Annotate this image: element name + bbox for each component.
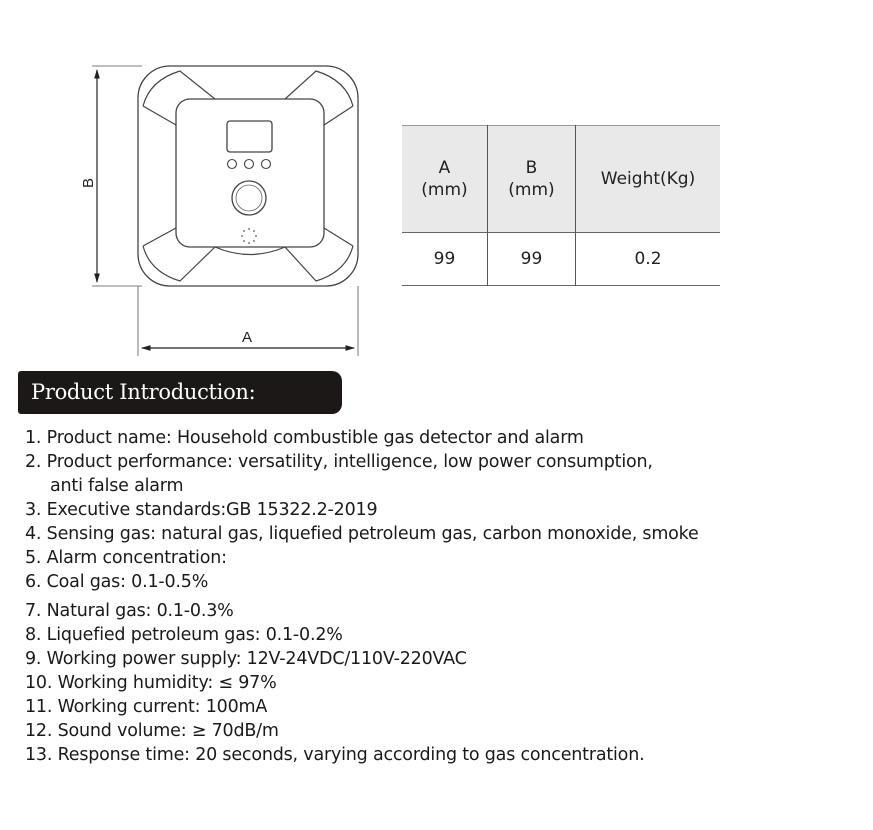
spec-value-b: 99: [488, 233, 576, 286]
spec-header-a-label: A: [438, 158, 451, 178]
spec-header-b-label: B: [525, 158, 538, 178]
section-title-banner: Product Introduction:: [18, 371, 342, 414]
product-intro-list: [25, 426, 855, 767]
dim-a-label: A: [241, 329, 253, 346]
dim-b-label: B: [80, 177, 97, 189]
spec-table: [402, 125, 720, 286]
spec-header-weight-label: Weight(Kg): [600, 169, 696, 189]
spec-header-a-unit: (mm): [421, 180, 468, 200]
list-item: 7. Natural gas: 0.1-0.3%: [25, 601, 234, 621]
list-item: 12. Sound volume: ≥ 70dB/m: [25, 721, 279, 741]
list-item: 8. Liquefied petroleum gas: 0.1-0.2%: [25, 625, 343, 645]
list-item-continuation: anti false alarm: [50, 476, 184, 496]
list-item: 10. Working humidity: ≤ 97%: [25, 673, 277, 693]
list-item: 11. Working current: 100mA: [25, 697, 268, 717]
spec-table-header-row: [402, 126, 720, 233]
spec-header-b: [488, 126, 576, 233]
list-item: 2. Product performance: versatility, intelligence, low power consumption,: [25, 452, 653, 472]
list-item: 4. Sensing gas: natural gas, liquefied petroleum gas, carbon monoxide, smoke: [25, 524, 699, 544]
list-item: 13. Response time: 20 seconds, varying according to gas concentration.: [25, 745, 645, 765]
spec-header-a: [402, 126, 488, 233]
spec-value-a: 99: [433, 249, 456, 269]
table-row: [402, 233, 720, 286]
spec-value-weight: 0.2: [576, 233, 721, 286]
list-item: 1. Product name: Household combustible gas detector and alarm: [25, 428, 584, 448]
list-item: 6. Coal gas: 0.1-0.5%: [25, 572, 209, 592]
list-item: 3. Executive standards:GB 15322.2-2019: [25, 500, 378, 520]
list-item: 5. Alarm concentration:: [25, 548, 227, 568]
spec-header-b-unit: (mm): [508, 180, 555, 200]
list-item: 9. Working power supply: 12V-24VDC/110V-220VAC: [25, 649, 467, 669]
spec-header-weight: [576, 126, 721, 233]
